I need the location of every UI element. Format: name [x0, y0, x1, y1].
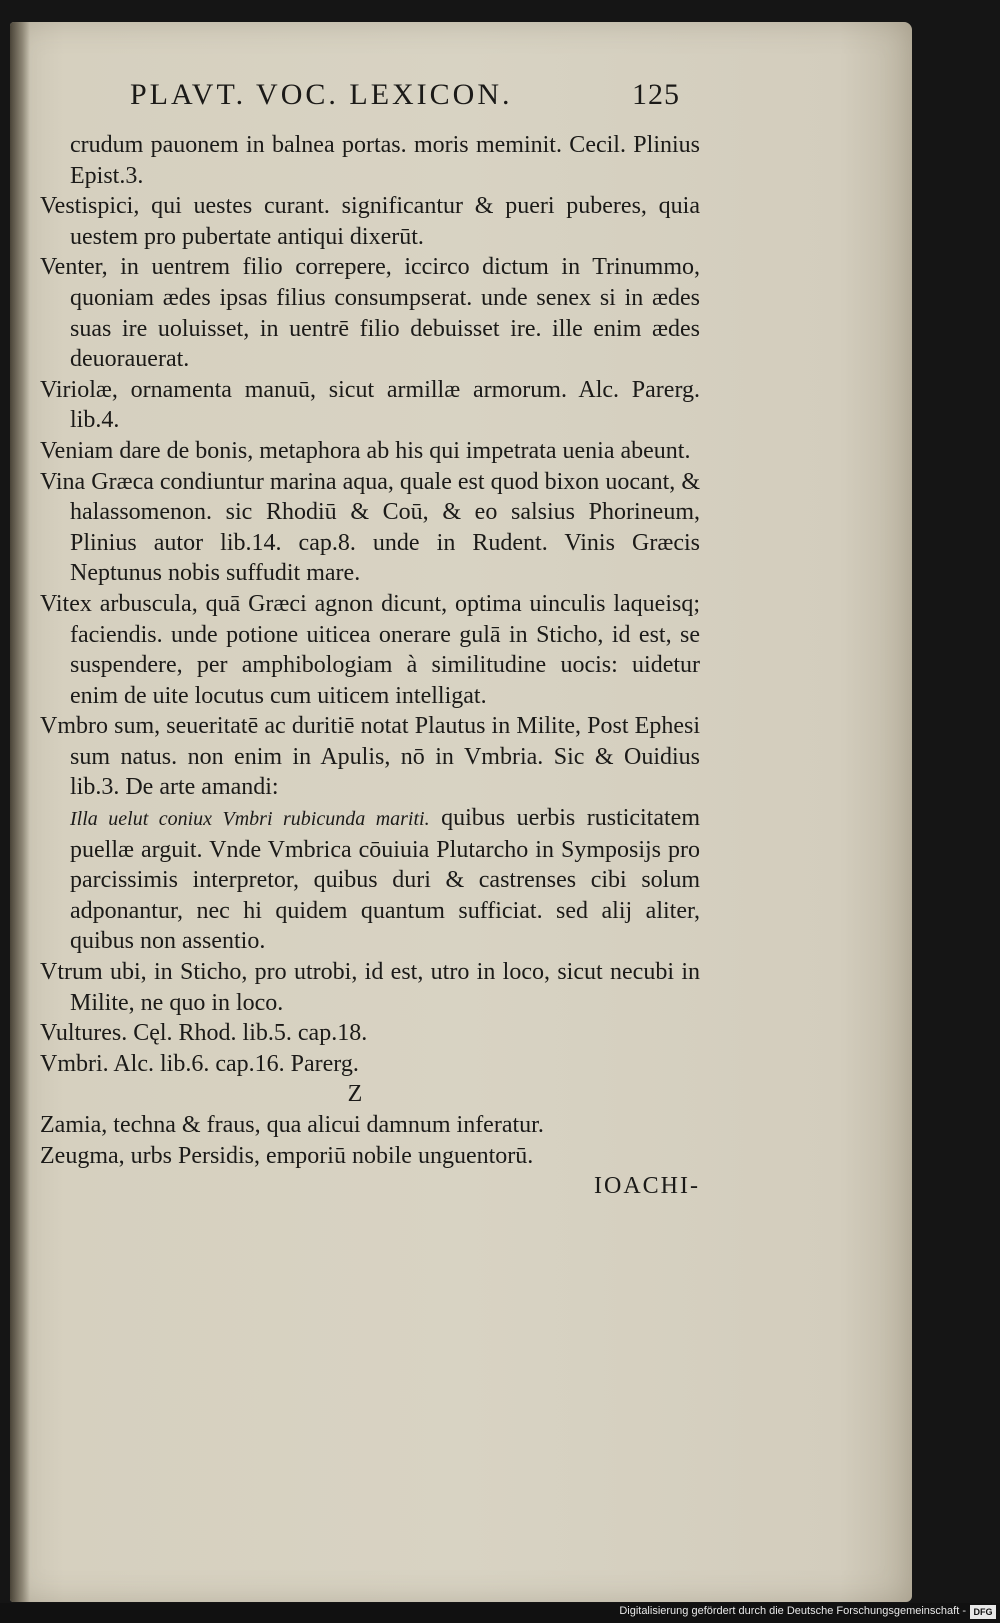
- page-number: 125: [632, 78, 680, 111]
- verse-commentary: quibus uerbis rusticitatem puellæ arguit. Vnde Vmbrica cōuiuia Plutarcho in Symposijs pro parcissimis interpretor, quibus duri & castrenses cibi solum adponantur, nec hi quidem quantum sufficiat. sed alij aliter, quibus non assentio.: [70, 805, 700, 955]
- lexicon-entry-zamia: Zamia, techna & fraus, qua alicui damnum inferatur.: [40, 1112, 544, 1138]
- lexicon-entry-vmbro: Vmbro sum, seueritatē ac duritiē notat Plautus in Milite, Post Ephesi sum natus. non enim in Apulis, nō in Vmbria. Sic & Ouidius lib.3. De arte amandi:: [40, 713, 700, 801]
- lexicon-entry-zeugma: Zeugma, urbs Persidis, emporiū nobile unguentorū.: [40, 1142, 534, 1169]
- lexicon-entry-veniam: Veniam dare de bonis, metaphora ab his qui impetrata uenia abeunt.: [40, 437, 691, 464]
- dfg-logo: DFG: [970, 1605, 996, 1619]
- lexicon-entry-vitex: Vitex arbuscula, quā Græci agnon dicunt, optima uinculis laqueisq; faciendis. unde potione uiticea onerare gulā in Sticho, id est, se suspendere, per amphibologiam à similitudine uocis: uidetur enim de uite locutus cum uiticem intelligat.: [40, 590, 700, 709]
- lexicon-entry-venter: Venter, in uentrem filio correpere, iccirco dictum in Trinummo, quoniam ædes ipsas filius consumpserat. unde senex si in ædes suas ire uoluisset, in uentrē filio debuisset ire. ille enim ædes deuorauerat.: [40, 254, 700, 373]
- lexicon-entry-vmbro-continued: [40, 803, 700, 957]
- lexicon-body: [40, 130, 700, 1202]
- running-title: PLAVT. VOC. LEXICON.: [130, 78, 513, 111]
- lexicon-entry-continuation: crudum pauonem in balnea portas. moris meminit. Cecil. Plinius Epist.3.: [70, 132, 700, 189]
- lexicon-entry-viriolae: Viriolæ, ornamenta manuū, sicut armillæ armorum. Alc. Parerg. lib.4.: [40, 376, 700, 434]
- lexicon-entry-vina-graeca: Vina Græca condiuntur marina aqua, quale est quod bixon uocant, & halassomenon. sic Rhodiū & Coū, & eo salsius Phorineum, Plinius autor lib.14. cap.8. unde in Rudent. Vinis Græcis Neptunus nobis suffudit mare.: [40, 468, 700, 587]
- digitization-footer: [0, 1603, 1000, 1623]
- lexicon-entry-vtrum: Vtrum ubi, in Sticho, pro utrobi, id est, utro in loco, sicut necubi in Milite, ne quo in loco.: [40, 959, 700, 1016]
- verse-quotation: Illa uelut coniux Vmbri rubicunda mariti.: [70, 808, 430, 831]
- page-gutter-shadow: [10, 22, 30, 1602]
- lexicon-entry-vultures: Vultures. Cęl. Rhod. lib.5. cap.18.: [40, 1020, 368, 1047]
- catchword: IOACHI-: [594, 1173, 700, 1200]
- lexicon-entry-vestispici: Vestispici, qui uestes curant. significantur & pueri puberes, quia uestem pro pubertate antiqui dixerūt.: [40, 193, 700, 250]
- section-letter: Z: [347, 1081, 363, 1108]
- funding-credit: Digitalisierung gefördert durch die Deutsche Forschungsgemeinschaft -: [619, 1605, 966, 1617]
- running-head: [130, 78, 680, 118]
- lexicon-entry-vmbri: Vmbri. Alc. lib.6. cap.16. Parerg.: [40, 1050, 359, 1077]
